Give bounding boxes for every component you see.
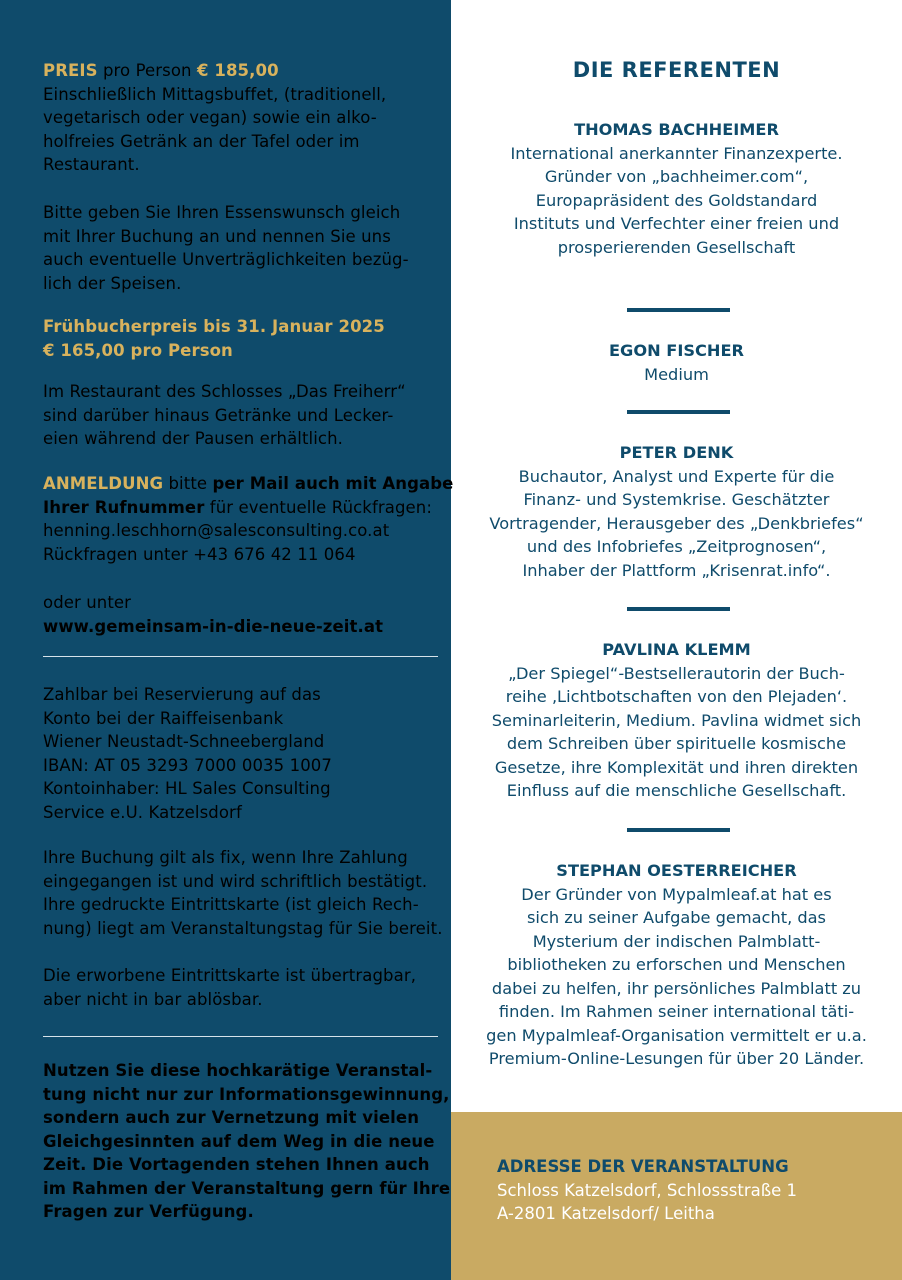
speaker-bio-line: Medium xyxy=(644,364,709,384)
address-line: A-2801 Katzelsdorf/ Leitha xyxy=(497,1204,715,1223)
speaker-bio-line: Premium-Online-Lesungen für über 20 Länder. xyxy=(488,1049,865,1068)
registration-line xyxy=(43,496,439,520)
closing-text-line: Zeit. Die Vortagenden stehen Ihnen auch xyxy=(43,1155,430,1174)
price-line xyxy=(43,59,439,83)
bank-text-line: Service e.U. Katzelsdorf xyxy=(43,802,242,822)
speaker-name: THOMAS BACHHEIMER xyxy=(574,120,779,139)
booking-text-line: nung) liegt am Veranstaltungstag für Sie bereit. xyxy=(43,918,443,938)
food-text-line: auch eventuelle Unverträglichkeiten bezüg- xyxy=(43,250,409,269)
restaurant-text-line: Im Restaurant des Schlosses „Das Freiherr“ xyxy=(43,382,406,401)
closing-text-line: Gleichgesinnten auf dem Weg in die neue xyxy=(43,1131,435,1151)
speaker-bio-line: Inhaber der Plattform „Krisenrat.info“. xyxy=(522,560,831,580)
speaker-separator xyxy=(627,607,730,611)
speaker-bio-line: und des Infobriefes „Zeitprognosen“, xyxy=(526,537,827,556)
speaker-oesterreicher xyxy=(466,859,887,1071)
ticket-section xyxy=(43,964,439,1011)
bank-text-line: Wiener Neustadt-Schneebergland xyxy=(43,732,325,751)
venue-address xyxy=(497,1155,887,1226)
price-text-line: Restaurant. xyxy=(43,155,140,174)
food-text-line: mit Ihrer Buchung an und nennen Sie uns xyxy=(43,226,391,246)
speaker-denk xyxy=(466,441,887,582)
closing-text-line: sondern auch zur Vernetzung mit vielen xyxy=(43,1108,420,1127)
speaker-bio-line: International anerkannter Finanzexperte. xyxy=(510,143,843,163)
registration-section xyxy=(43,472,454,566)
closing-text-line: Nutzen Sie diese hochkarätige Veranstal- xyxy=(43,1061,433,1080)
address-line: Schloss Katzelsdorf, Schlossstraße 1 xyxy=(497,1180,797,1200)
speaker-bio-line: Mysterium der indischen Palmblatt- xyxy=(532,931,821,951)
bank-iban: IBAN: AT 05 3293 7000 0035 1007 xyxy=(43,755,332,775)
speaker-bio-line: Instituts und Verfechter einer freien und xyxy=(513,214,840,233)
bank-text-line: Kontoinhaber: HL Sales Consulting xyxy=(43,779,331,798)
registration-mid: bitte xyxy=(163,474,213,493)
speaker-bachheimer xyxy=(466,118,887,259)
speaker-bio-line: Gesetze, ihre Komplexität und ihren direkten xyxy=(494,757,859,777)
registration-bold: Ihrer Rufnummer xyxy=(43,497,205,517)
registration-line xyxy=(43,472,454,496)
bank-text-line: Konto bei der Raiffeisenbank xyxy=(43,708,284,728)
speaker-bio-line: Einfluss auf die menschliche Gesellschaft. xyxy=(506,781,847,800)
speaker-bio-line: dabei zu helfen, ihr persönliches Palmblatt zu xyxy=(491,978,862,998)
closing-text-line: tung nicht nur zur Informationsgewinnung, xyxy=(43,1084,450,1104)
booking-section xyxy=(43,846,443,940)
price-section xyxy=(43,59,439,177)
address-heading: ADRESSE DER VERANSTALTUNG xyxy=(497,1157,789,1176)
closing-text-line: im Rahmen der Veranstaltung gern für Ihre xyxy=(43,1178,451,1198)
bank-text-line: Zahlbar bei Reservierung auf das xyxy=(43,685,321,704)
booking-text-line: eingegangen ist und wird schriftlich bestätigt. xyxy=(43,871,428,891)
email-link[interactable]: henning.leschhorn@salesconsulting.co.at xyxy=(43,521,390,540)
website-section xyxy=(43,591,439,638)
restaurant-text-line: sind darüber hinaus Getränke und Lecker- xyxy=(43,405,394,425)
registration-bold: per Mail auch mit Angabe xyxy=(212,474,454,493)
ticket-text-line: Die erworbene Eintrittskarte ist übertragbar, xyxy=(43,966,417,985)
speaker-name: PAVLINA KLEMM xyxy=(602,640,751,659)
restaurant-section xyxy=(43,380,439,451)
speaker-bio-line: Der Gründer von Mypalmleaf.at hat es xyxy=(521,884,832,904)
price-text-line: holfreies Getränk an der Tafel oder im xyxy=(43,131,360,151)
price-text-line: Einschließlich Mittagsbuffet, (traditionell, xyxy=(43,84,387,104)
speaker-bio-line: sich zu seiner Aufgabe gemacht, das xyxy=(526,908,826,927)
price-label: PREIS xyxy=(43,61,98,80)
early-bird-line: Frühbucherpreis bis 31. Januar 2025 xyxy=(43,317,385,336)
early-bird-price: € 165,00 pro Person xyxy=(43,340,233,360)
speaker-bio-line: gen Mypalmleaf-Organisation vermittelt er u.a. xyxy=(486,1025,867,1045)
ticket-text-line: aber nicht in bar ablösbar. xyxy=(43,989,263,1009)
registration-label: ANMELDUNG xyxy=(43,474,164,493)
speaker-separator xyxy=(627,308,730,312)
divider xyxy=(43,656,438,657)
speakers-title: DIE REFERENTEN xyxy=(572,58,781,82)
early-bird-section xyxy=(43,315,439,362)
price-text-line: vegetarisch oder vegan) sowie ein alko- xyxy=(43,108,377,127)
speaker-bio-line: dem Schreiben über spirituelle kosmische xyxy=(506,734,847,753)
speaker-name: EGON FISCHER xyxy=(609,341,744,360)
booking-text-line: Ihre gedruckte Eintrittskarte (ist gleich Rech- xyxy=(43,895,419,914)
speaker-fischer xyxy=(466,339,887,386)
food-text-line: lich der Speisen. xyxy=(43,273,182,293)
speaker-bio-line: Buchautor, Analyst und Experte für die xyxy=(518,466,835,486)
speaker-bio-line: Finanz- und Systemkrise. Geschätzter xyxy=(523,490,830,509)
food-text-line: Bitte geben Sie Ihren Essenswunsch gleich xyxy=(43,203,401,222)
speaker-bio-line: bibliotheken zu erforschen und Menschen xyxy=(507,955,846,974)
phone-line: Rückfragen unter +43 676 42 11 064 xyxy=(43,544,356,564)
speaker-separator xyxy=(627,828,730,832)
bank-section xyxy=(43,683,439,824)
speaker-bio-line: Europapräsident des Goldstandard xyxy=(535,190,818,210)
speaker-klemm xyxy=(466,638,887,803)
closing-section xyxy=(43,1059,451,1224)
speaker-bio-line: prosperierenden Gesellschaft xyxy=(557,237,796,257)
price-value: € 185,00 xyxy=(196,61,279,80)
speaker-bio-line: finden. Im Rahmen seiner international täti- xyxy=(498,1002,855,1021)
speaker-bio-line: Vortragender, Herausgeber des „Denkbriefes“ xyxy=(489,513,864,533)
speaker-separator xyxy=(627,410,730,414)
speaker-bio-line: Gründer von „bachheimer.com“, xyxy=(544,167,809,186)
registration-rest: für eventuelle Rückfragen: xyxy=(204,497,432,517)
food-section xyxy=(43,201,439,295)
speaker-name: STEPHAN OESTERREICHER xyxy=(556,861,797,880)
booking-text-line: Ihre Buchung gilt als fix, wenn Ihre Zahlung xyxy=(43,848,408,867)
divider xyxy=(43,1036,438,1037)
speaker-bio-line: „Der Spiegel“-Bestsellerautorin der Buch- xyxy=(508,663,845,683)
closing-text-line: Fragen zur Verfügung. xyxy=(43,1202,254,1221)
speaker-bio-line: reihe ‚Lichtbotschaften von den Plejaden‘. xyxy=(505,687,848,706)
price-mid: pro Person xyxy=(97,61,197,80)
speaker-name: PETER DENK xyxy=(619,443,734,462)
website-intro: oder unter xyxy=(43,593,132,612)
restaurant-text-line: eien während der Pausen erhältlich. xyxy=(43,429,343,448)
website-link[interactable]: www.gemeinsam-in-die-neue-zeit.at xyxy=(43,616,384,636)
speaker-bio-line: Seminarleiterin, Medium. Pavlina widmet sich xyxy=(491,710,862,730)
